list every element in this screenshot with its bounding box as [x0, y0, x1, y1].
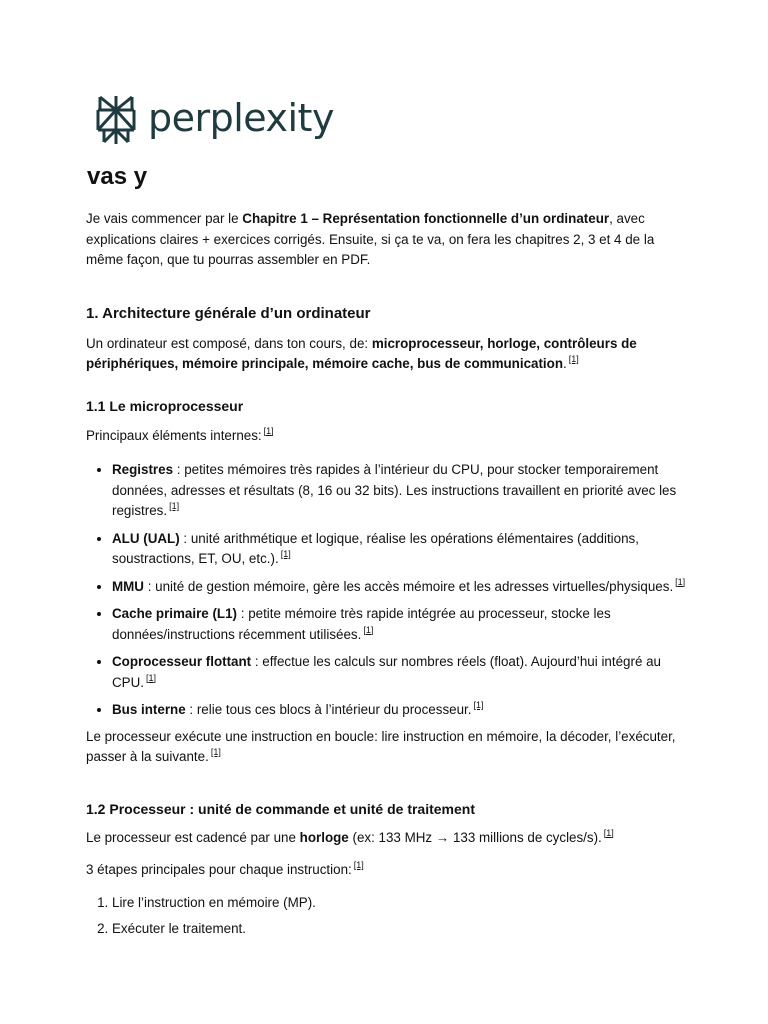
section-1-2-paragraph: Le processeur est cadencé par une horloge (ex: 133 MHz → 133 millions de cycles/s). [1] [86, 827, 614, 845]
intro-paragraph: Je vais commencer par le Chapitre 1 – Représentation fonctionnelle d’un ordinateur, avec explications claires + exercices corrigés. Ensuite, si ça te va, on fera les chapitres 2, 3 et 4 de la même façon, que tu pourras assembler en PDF. [86, 211, 655, 267]
citation-link[interactable]: [1] [675, 576, 686, 587]
list-item: 2. Exécuter le traitement. [112, 919, 686, 940]
citation-link[interactable]: [1] [146, 672, 157, 683]
list-item: • ALU (UAL) : unité arithmétique et logique, réalise les opérations élémentaires (additions, soustractions, ET, OU, etc.). [1] [112, 529, 686, 570]
page-title: vas y [87, 163, 148, 190]
citation-link[interactable]: [1] [353, 860, 364, 870]
list-item: • Bus interne : relie tous ces blocs à l’intérieur du processeur. [1] [112, 700, 686, 721]
section-1-1-intro: Principaux éléments internes: [1] [86, 425, 274, 443]
section-1-paragraph: Un ordinateur est composé, dans ton cours, de: microprocesseur, horloge, contrôleurs de périphériques, mémoire principale, mémoire cache, bus de communication. [1] [86, 335, 637, 371]
citation-link[interactable]: [1] [568, 354, 579, 364]
perplexity-logo [94, 92, 334, 148]
section-1-2-heading: 1.2 Processeur : unité de commande et unité de traitement [86, 800, 475, 817]
list-item: • MMU : unité de gestion mémoire, gère les accès mémoire et les adresses virtuelles/physiques. [1] [112, 577, 686, 598]
logo-wordmark: perplexity [148, 96, 334, 140]
citation-link[interactable]: [1] [210, 747, 221, 757]
list-item: • Registres : petites mémoires très rapides à l’intérieur du CPU, pour stocker temporairement données, adresses et résultats (8, 16 ou 32 bits). Les instructions travaillent en priorité avec les registres. [1] [112, 460, 686, 522]
list-item: 1. Lire l’instruction en mémoire (MP). [112, 893, 686, 914]
section-1-1-heading: 1.1 Le microprocesseur [86, 397, 244, 414]
citation-link[interactable]: [1] [603, 827, 614, 838]
list-item: • Coprocesseur flottant : effectue les calculs sur nombres réels (float). Aujourd’hui intégré au CPU. [1] [112, 652, 686, 693]
citation-link[interactable]: [1] [363, 624, 374, 635]
citation-link[interactable]: [1] [263, 425, 274, 436]
section-1-1-outro: Le processeur exécute une instruction en boucle: lire instruction en mémoire, la décoder, l’exécuter, passer à la suivante. [1] [86, 728, 676, 764]
document-body [86, 160, 686, 946]
steps-list [86, 893, 686, 940]
section-1-heading: 1. Architecture générale d’un ordinateur [86, 304, 371, 322]
citation-link[interactable]: [1] [280, 549, 291, 559]
citation-link[interactable]: [1] [473, 700, 484, 710]
component-list [86, 460, 686, 721]
list-item: • Cache primaire (L1) : petite mémoire très rapide intégrée au processeur, stocke les données/instructions récemment utilisées. [1] [112, 604, 686, 645]
citation-link[interactable]: [1] [169, 501, 180, 511]
section-1-2-steps-intro: 3 étapes principales pour chaque instruction: [1] [86, 860, 364, 877]
perplexity-logo-icon [94, 94, 138, 146]
